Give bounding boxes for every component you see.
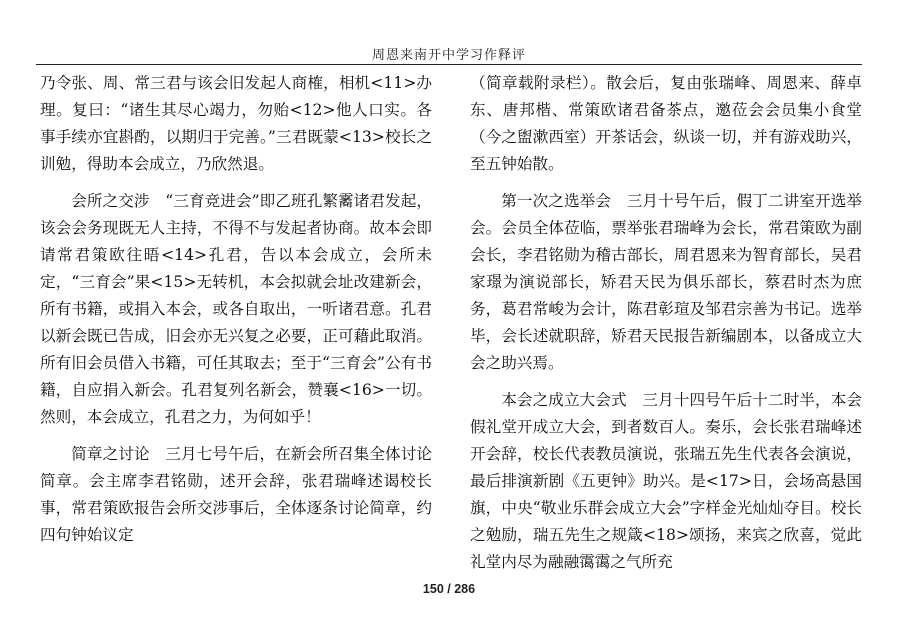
paragraph: 本会之成立大会式 三月十四号午后十二时半，本会假礼堂开成立大会，到者数百人。奏乐，会长张君瑞峰述开会辞，校长代表教员演说，张瑞五先生代表各会演说，最后排演新剧《五更钟》助兴。是<17>日，会场高悬国旗，中央“敬业乐群会成立大会”字样金光灿灿夺目。校长之勉励，瑞五先生之规箴<18>颂扬，来宾之欣喜，觉此礼堂内尽为融融霭霭之气所充	[470, 391, 862, 571]
paragraph: 简章之讨论 三月七号午后，在新会所召集全体讨论简章。会主席李君铭勋，述开会辞，张君瑞峰述谒校长事，常君策欧报告会所交涉事后，全体逐条讨论简章，约四句钟始议定	[40, 445, 432, 544]
header-rule	[36, 64, 862, 65]
paragraph: 会所之交涉 “三育竞进会”即乙班孔繁霱诸君发起，该会会务现既无人主持，不得不与发起者协商。故本会即请常君策欧往晤<14>孔君，告以本会成立，会所未定，“三育会”果<15>无转机，本会拟就会址改建新会，所有书籍，或捐入本会，或各自取出，一听诸君意。孔君以新会既已告成，旧会亦无兴复之必要，正可藉此取消。所有旧会员借入书籍，可任其取去；至于“三育会”公有书籍，自应捐入新会。孔君复列名新会，赞襄<16>一切。然则，本会成立，孔君之力，为何如乎！	[40, 192, 432, 426]
running-header: 周恩来南开中学习作释评	[371, 48, 526, 63]
paragraph: 乃令张、周、常三君与该会旧发起人商榷，相机<11>办理。复曰：“诸生其尽心竭力，勿贻<12>他人口实。各事手续亦宜斟酌，以期归于完善。”三君既蒙<13>校长之训勉，得助本会成立，乃欣然退。	[40, 74, 432, 173]
right-column	[470, 70, 862, 576]
left-column	[40, 70, 432, 549]
paragraph: 第一次之选举会 三月十号午后，假丁二讲室开选举会。会员全体莅临，票举张君瑞峰为会长，常君策欧为副会长，李君铭勋为稽古部长，周君恩来为智育部长，吴君家璟为演说部长，矫君天民为俱乐部长，蔡君时杰为庶务，葛君常峻为会计，陈君彰瑄及邹君宗善为书记。选举毕，会长述就职辞，矫君天民报告新编剧本，以备成立大会之助兴焉。	[470, 192, 862, 372]
paragraph: （简章载附录栏）。散会后，复由张瑞峰、周恩来、薛卓东、唐邦楷、常策欧诸君备茶点，邀莅会会员集小食堂（今之盥漱西室）开茶话会，纵谈一切，并有游戏助兴，至五钟始散。	[470, 74, 862, 173]
page-indicator: 150 / 286	[422, 582, 476, 596]
